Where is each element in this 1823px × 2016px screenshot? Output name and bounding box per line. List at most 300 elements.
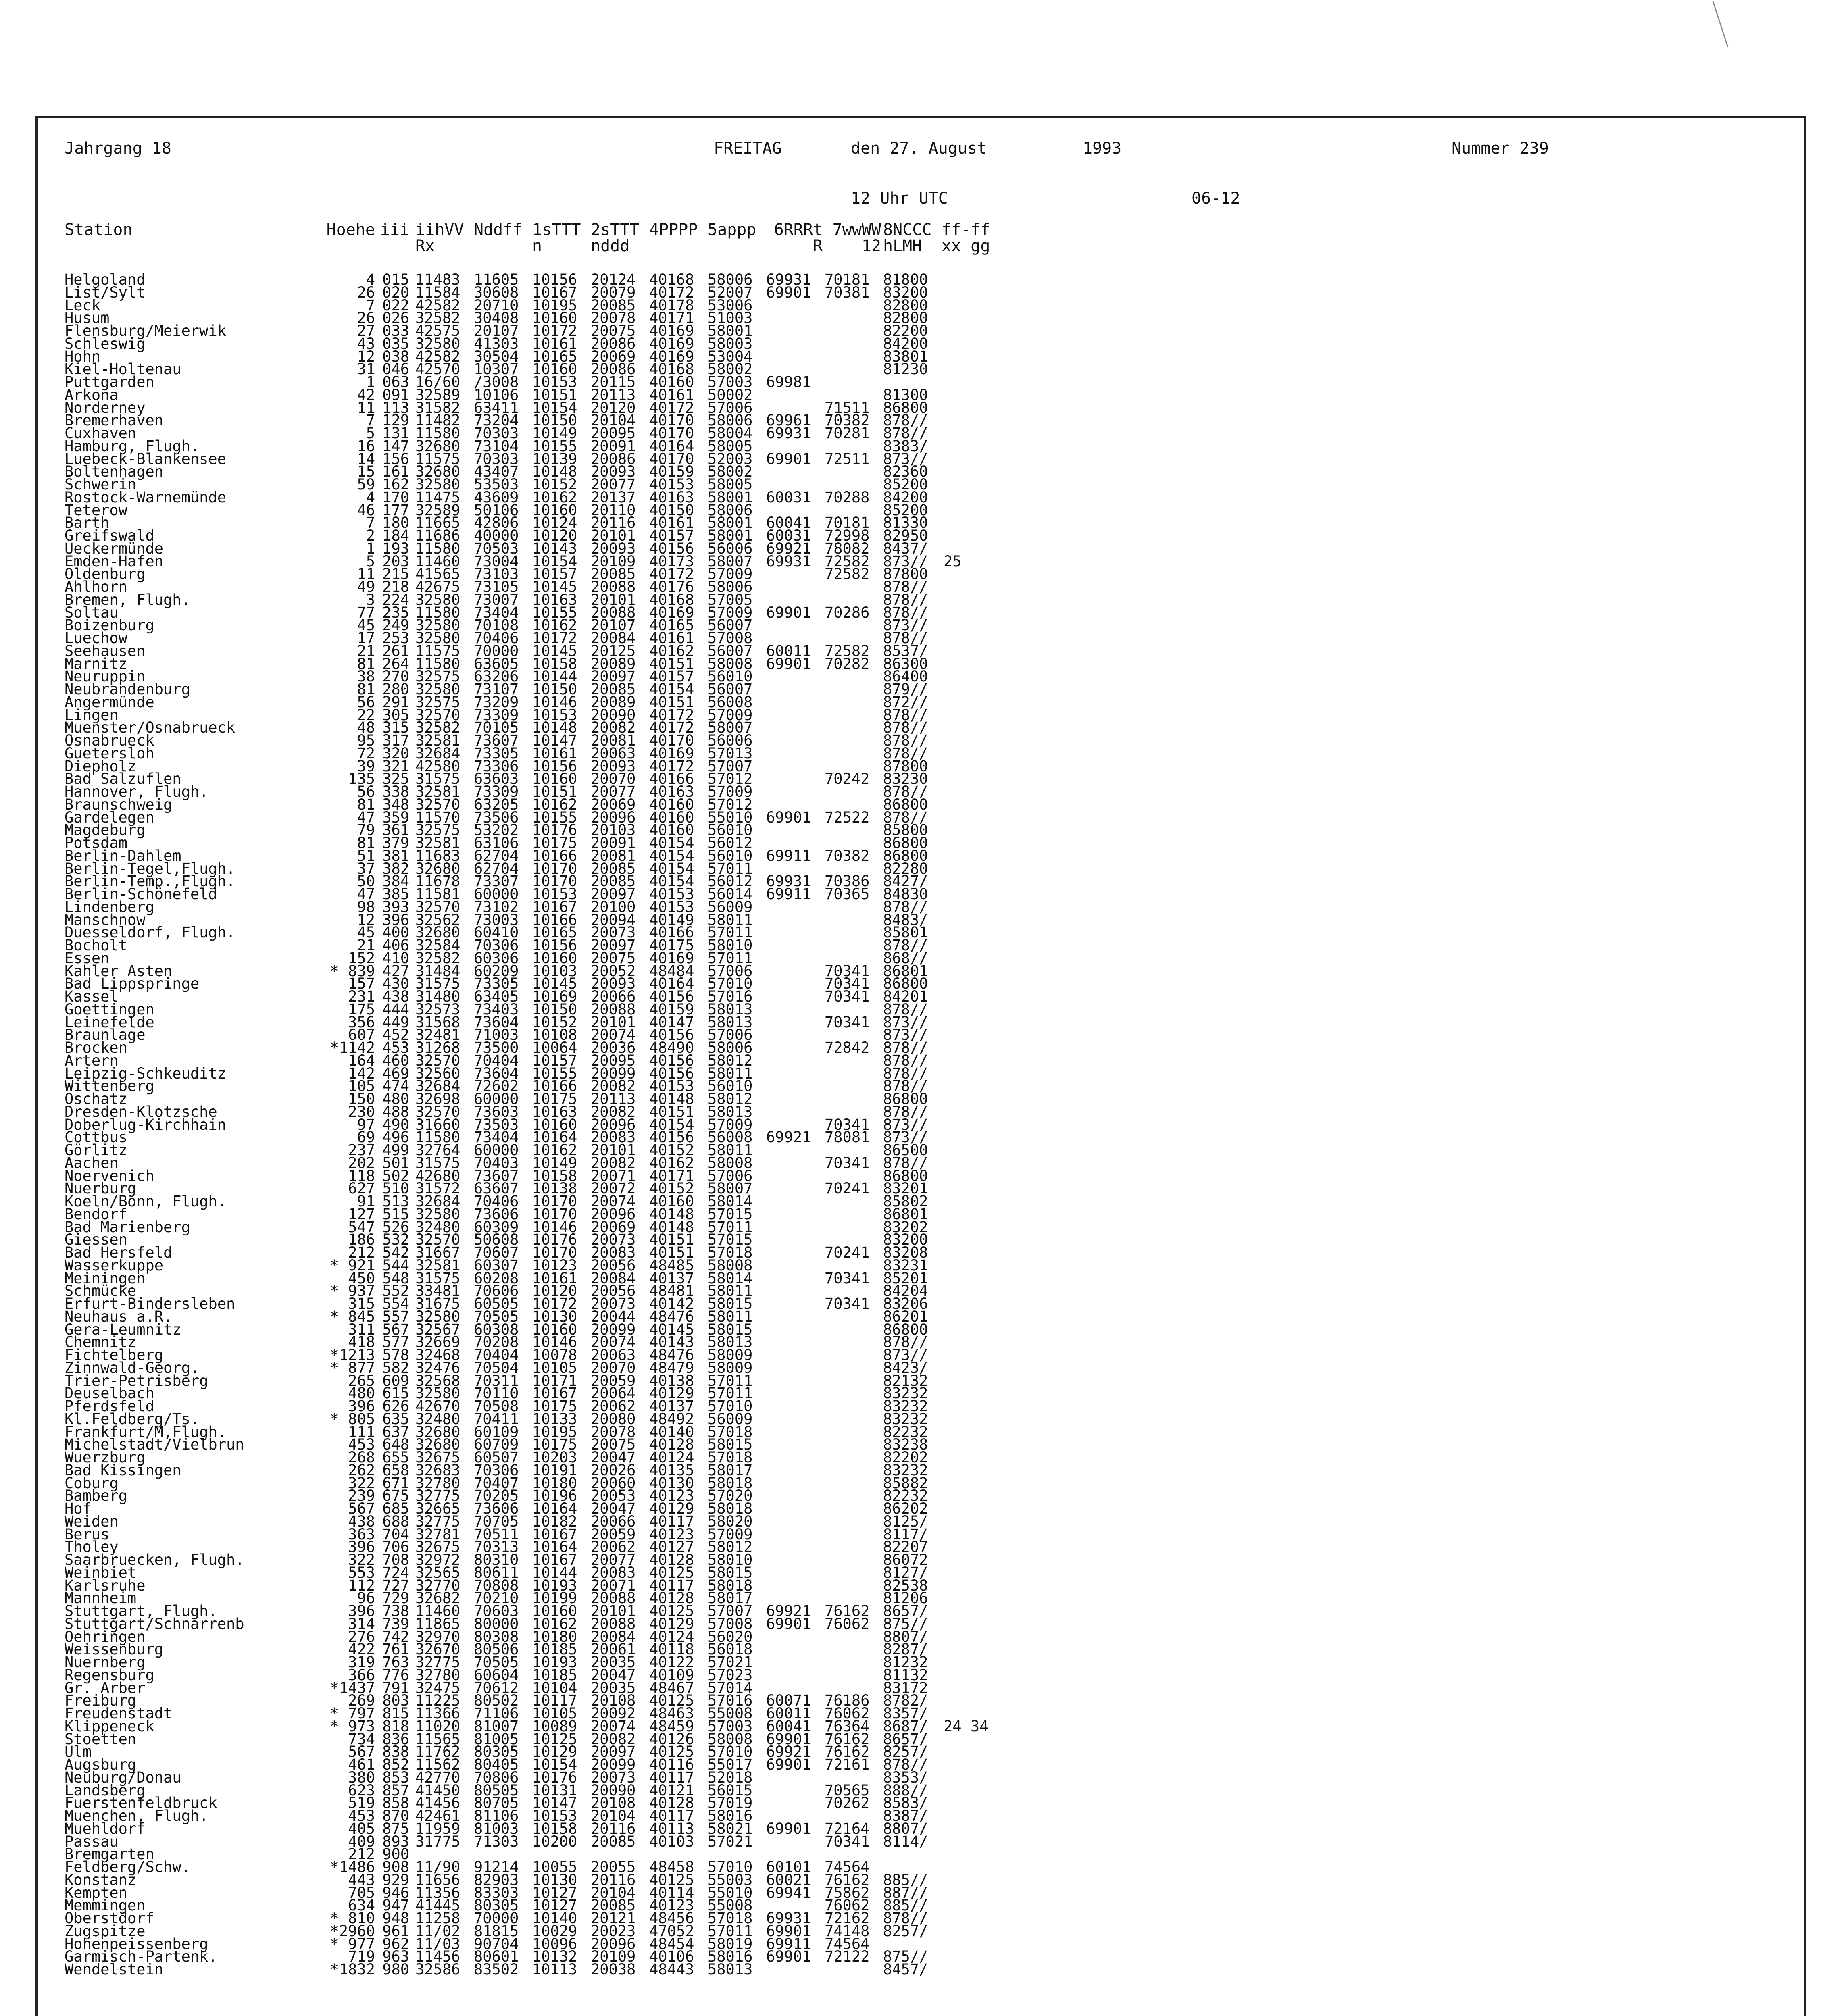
2sttt-value: 20101 [591, 1602, 636, 1620]
nddff-value: 80000 [474, 1615, 519, 1633]
station-name: Norderney [65, 399, 146, 417]
1sttt-value: 10129 [532, 1743, 577, 1761]
hoehe-value: 810 [348, 1910, 375, 1927]
1sttt-value: 10144 [532, 1564, 577, 1581]
7wwww-value: 70288 [825, 488, 870, 506]
nddff-value: 73404 [474, 1129, 519, 1146]
4pppp-value: 40171 [649, 1167, 694, 1185]
iihvv-value: 42570 [415, 360, 460, 378]
5appp-value: 57003 [708, 1717, 753, 1735]
col-2sttt: 2sTTT nddd [591, 221, 640, 255]
station-name: Meiningen [65, 1269, 146, 1287]
1sttt-value: 10164 [532, 1538, 577, 1556]
8nccc-value: 84830 [883, 885, 928, 903]
1sttt-value: 10162 [532, 1615, 577, 1633]
1sttt-value: 10167 [532, 1385, 577, 1402]
station-name: Boizenburg [65, 616, 154, 634]
iii-value: 235 [382, 604, 409, 621]
iihvv-value: 11225 [415, 1692, 460, 1710]
iii-value: 131 [382, 425, 409, 442]
4pppp-value: 40164 [649, 975, 694, 993]
2sttt-value: 20074 [591, 1193, 636, 1210]
iii-value: 499 [382, 1141, 409, 1159]
1sttt-value: 10155 [532, 437, 577, 455]
5appp-value: 56008 [708, 1129, 753, 1146]
hoehe-value: 45 [357, 924, 375, 941]
iii-value: 946 [382, 1884, 409, 1901]
iihvv-value: 32670 [415, 1641, 460, 1658]
iii-value: 218 [382, 578, 409, 596]
station-name: Muenster/Osnabrueck [65, 719, 235, 737]
8nccc-value: 878// [883, 744, 928, 762]
iii-value: 385 [382, 885, 409, 903]
5appp-value: 57007 [708, 757, 753, 775]
2sttt-value: 20070 [591, 770, 636, 788]
5appp-value: 57010 [708, 1858, 753, 1876]
iihvv-value: 32580 [415, 616, 460, 634]
iii-value: 857 [382, 1781, 409, 1799]
nddff-value: 90704 [474, 1935, 519, 1953]
5appp-value: 57020 [708, 1487, 753, 1505]
1sttt-value: 10166 [532, 911, 577, 929]
1sttt-value: 10078 [532, 1346, 577, 1364]
7wwww-value: 72122 [825, 1948, 870, 1966]
iihvv-value: 11460 [415, 552, 460, 570]
1sttt-value: 10140 [532, 1910, 577, 1927]
5appp-value: 55008 [708, 1897, 753, 1914]
iihvv-value: 31675 [415, 1295, 460, 1312]
4pppp-value: 40116 [649, 1756, 694, 1773]
2sttt-value: 20036 [591, 1039, 636, 1056]
4pppp-value: 40151 [649, 1244, 694, 1261]
5appp-value: 57006 [708, 1026, 753, 1044]
hoehe-value: 805 [348, 1410, 375, 1428]
5appp-value: 57011 [708, 860, 753, 877]
6rrrt-value: 69901 [766, 1820, 811, 1837]
station-name: Ueckermünde [65, 539, 164, 557]
8nccc-value: 878// [883, 1052, 928, 1069]
nddff-value: 63603 [474, 770, 519, 788]
station-name: Freiburg [65, 1692, 137, 1710]
station-name: Garmisch-Partenk. [65, 1948, 217, 1966]
nddff-value: 70208 [474, 1333, 519, 1351]
hoehe-value: 230 [348, 1103, 375, 1120]
iihvv-value: 11762 [415, 1743, 460, 1761]
5appp-value: 57018 [708, 1910, 753, 1927]
nddff-value: 60306 [474, 949, 519, 967]
iihvv-value: 11475 [415, 488, 460, 506]
station-name: Seehausen [65, 642, 146, 660]
8nccc-value: 878// [883, 1000, 928, 1018]
iihvv-value: 11575 [415, 450, 460, 468]
7wwww-value: 72582 [825, 642, 870, 660]
8nccc-value: 82360 [883, 463, 928, 481]
hoehe-value: 77 [357, 604, 375, 621]
8nccc-value: 83172 [883, 1679, 928, 1697]
station-name: Bad Kissingen [65, 1461, 181, 1479]
2sttt-value: 20104 [591, 1807, 636, 1824]
4pppp-value: 40156 [649, 1026, 694, 1044]
1sttt-value: 10064 [532, 1039, 577, 1056]
4pppp-value: 40171 [649, 309, 694, 327]
iii-value: 438 [382, 988, 409, 1005]
1sttt-value: 10154 [532, 552, 577, 570]
nddff-value: 43407 [474, 463, 519, 481]
2sttt-value: 20090 [591, 706, 636, 724]
hoehe-value: 47 [357, 808, 375, 826]
iii-value: 460 [382, 1052, 409, 1069]
4pppp-value: 48476 [649, 1308, 694, 1325]
mountain-marker: * [329, 962, 339, 980]
iihvv-value: 32586 [415, 1961, 460, 1978]
5appp-value: 50002 [708, 386, 753, 404]
iii-value: 567 [382, 1320, 409, 1338]
5appp-value: 58006 [708, 271, 753, 288]
iihvv-value: 11483 [415, 271, 460, 288]
hoehe-value: 627 [348, 1180, 375, 1198]
2sttt-value: 20056 [591, 1282, 636, 1300]
nddff-value: 80505 [474, 1781, 519, 1799]
mountain-marker: * [329, 1717, 339, 1735]
hoehe-value: 322 [348, 1474, 375, 1492]
8nccc-value: 879// [883, 681, 928, 698]
iihvv-value: 11959 [415, 1820, 460, 1837]
4pppp-value: 40153 [649, 898, 694, 916]
8nccc-value: 86800 [883, 847, 928, 864]
5appp-value: 57018 [708, 1449, 753, 1466]
2sttt-value: 20088 [591, 1615, 636, 1633]
hoehe-value: 152 [348, 949, 375, 967]
iihvv-value: 33481 [415, 1282, 460, 1300]
4pppp-value: 40163 [649, 783, 694, 800]
station-name: Mannheim [65, 1589, 137, 1607]
8nccc-value: 8657/ [883, 1730, 928, 1748]
7wwww-value: 72164 [825, 1820, 870, 1837]
8nccc-value: 84200 [883, 335, 928, 352]
nddff-value: 70505 [474, 1654, 519, 1671]
nddff-value: 91214 [474, 1858, 519, 1876]
iihvv-value: 31660 [415, 1116, 460, 1133]
station-name: Ahlhorn [65, 578, 127, 596]
nddff-value: 63405 [474, 988, 519, 1005]
6rrrt-value: 60041 [766, 1717, 811, 1735]
station-name: Nuernberg [65, 1654, 146, 1671]
iii-value: 453 [382, 1039, 409, 1056]
iihvv-value: 16/60 [415, 373, 460, 391]
nddff-value: 80611 [474, 1564, 519, 1581]
hoehe-value: 2960 [339, 1922, 375, 1940]
2sttt-value: 20061 [591, 1641, 636, 1658]
2sttt-value: 20084 [591, 629, 636, 647]
5appp-value: 57014 [708, 1679, 753, 1697]
nddff-value: 53202 [474, 821, 519, 839]
hoehe-value: 1486 [339, 1858, 375, 1876]
4pppp-value: 40172 [649, 283, 694, 301]
5appp-value: 58020 [708, 1512, 753, 1530]
iii-value: 502 [382, 1167, 409, 1185]
iii-value: 548 [382, 1269, 409, 1287]
4pppp-value: 40124 [649, 1628, 694, 1645]
4pppp-value: 40160 [649, 808, 694, 826]
5appp-value: 57006 [708, 962, 753, 980]
4pppp-value: 40165 [649, 616, 694, 634]
nddff-value: 80305 [474, 1897, 519, 1914]
station-name: Kiel-Holtenau [65, 360, 181, 378]
4pppp-value: 40128 [649, 1794, 694, 1812]
nddff-value: 73606 [474, 1500, 519, 1517]
7wwww-value: 70341 [825, 1013, 870, 1031]
hoehe-value: 380 [348, 1768, 375, 1786]
2sttt-value: 20097 [591, 1743, 636, 1761]
8nccc-value: 873// [883, 616, 928, 634]
1sttt-value: 10180 [532, 1628, 577, 1645]
4pppp-value: 40117 [649, 1807, 694, 1824]
7wwww-value: 76162 [825, 1730, 870, 1748]
7wwww-value: 76062 [825, 1897, 870, 1914]
hoehe-value: 47 [357, 885, 375, 903]
6rrrt-value: 60031 [766, 527, 811, 544]
hoehe-value: 50 [357, 873, 375, 890]
5appp-value: 53006 [708, 296, 753, 314]
2sttt-value: 20073 [591, 924, 636, 941]
1sttt-value: 10170 [532, 1244, 577, 1261]
nddff-value: 63206 [474, 668, 519, 685]
5appp-value: 58015 [708, 1295, 753, 1312]
iii-value: 870 [382, 1807, 409, 1824]
5appp-value: 58015 [708, 1436, 753, 1454]
nddff-value: 71106 [474, 1705, 519, 1722]
hoehe-value: 276 [348, 1628, 375, 1645]
nddff-value: 63106 [474, 834, 519, 852]
4pppp-value: 40178 [649, 296, 694, 314]
7wwww-value: 72842 [825, 1039, 870, 1056]
1sttt-value: 10150 [532, 681, 577, 698]
8nccc-value: 8807/ [883, 1628, 928, 1645]
5appp-value: 58016 [708, 1807, 753, 1824]
nddff-value: 73500 [474, 1039, 519, 1056]
6rrrt-value: 69931 [766, 873, 811, 890]
6rrrt-value: 69961 [766, 412, 811, 429]
8nccc-value: 8114/ [883, 1833, 928, 1850]
5appp-value: 58017 [708, 1461, 753, 1479]
1sttt-value: 10131 [532, 1781, 577, 1799]
nddff-value: 83502 [474, 1961, 519, 1978]
4pppp-value: 40125 [649, 1743, 694, 1761]
hoehe-value: 553 [348, 1564, 375, 1581]
2sttt-value: 20109 [591, 1948, 636, 1966]
hoehe-value: 17 [357, 629, 375, 647]
hoehe-value: 4 [366, 488, 375, 506]
2sttt-value: 20083 [591, 1129, 636, 1146]
4pppp-value: 40149 [649, 911, 694, 929]
iihvv-value: 32775 [415, 1654, 460, 1671]
hoehe-value: 79 [357, 821, 375, 839]
hoehe-value: 37 [357, 860, 375, 877]
iihvv-value: 32665 [415, 1500, 460, 1517]
5appp-value: 56020 [708, 1628, 753, 1645]
8nccc-value: 86800 [883, 796, 928, 813]
hoehe-value: 31 [357, 360, 375, 378]
4pppp-value: 40156 [649, 988, 694, 1005]
8nccc-value: 82132 [883, 1372, 928, 1389]
iii-value: 577 [382, 1333, 409, 1351]
station-name: Helgoland [65, 271, 146, 288]
1sttt-value: 10146 [532, 1218, 577, 1236]
iihvv-value: 32575 [415, 693, 460, 711]
nddff-value: 70110 [474, 1385, 519, 1402]
4pppp-value: 40130 [649, 1474, 694, 1492]
1sttt-value: 10105 [532, 1705, 577, 1722]
station-name: Feldberg/Schw. [65, 1858, 190, 1876]
4pppp-value: 40172 [649, 757, 694, 775]
8nccc-value: 885// [883, 1897, 928, 1914]
2sttt-value: 20088 [591, 578, 636, 596]
2sttt-value: 20103 [591, 821, 636, 839]
station-name: Bremgarten [65, 1845, 154, 1863]
iii-value: 015 [382, 271, 409, 288]
5appp-value: 57010 [708, 1397, 753, 1415]
hoehe-value: 311 [348, 1320, 375, 1338]
4pppp-value: 40169 [649, 949, 694, 967]
iihvv-value: 32770 [415, 1577, 460, 1594]
station-name: Klippeneck [65, 1717, 154, 1735]
2sttt-value: 20091 [591, 437, 636, 455]
4pppp-value: 40140 [649, 1423, 694, 1441]
1sttt-value: 10127 [532, 1897, 577, 1914]
hoehe-value: 634 [348, 1897, 375, 1914]
5appp-value: 58008 [708, 1154, 753, 1172]
hoehe-value: 268 [348, 1449, 375, 1466]
8nccc-value: 87800 [883, 565, 928, 583]
7wwww-value: 74564 [825, 1935, 870, 1953]
7wwww-value: 70381 [825, 283, 870, 301]
hoehe-value: 366 [348, 1666, 375, 1684]
5appp-value: 58011 [708, 1282, 753, 1300]
time-label: 12 Uhr UTC [851, 189, 948, 208]
4pppp-value: 40129 [649, 1615, 694, 1633]
1sttt-value: 10146 [532, 1333, 577, 1351]
7wwww-value: 72998 [825, 527, 870, 544]
8nccc-value: 878// [883, 1154, 928, 1172]
iihvv-value: 31582 [415, 399, 460, 417]
hoehe-value: 396 [348, 1397, 375, 1415]
iii-value: 203 [382, 552, 409, 570]
iihvv-value: 31575 [415, 975, 460, 993]
station-name: Neuruppin [65, 668, 146, 685]
1sttt-value: 10146 [532, 693, 577, 711]
table-row [65, 1835, 1234, 1848]
nddff-value: 30408 [474, 309, 519, 327]
6rrrt-value: 60101 [766, 1858, 811, 1876]
1sttt-value: 10193 [532, 1577, 577, 1594]
2sttt-value: 20085 [591, 860, 636, 877]
1sttt-value: 10132 [532, 1948, 577, 1966]
1sttt-value: 10167 [532, 1525, 577, 1543]
5appp-value: 56010 [708, 1077, 753, 1095]
iihvv-value: 11565 [415, 1730, 460, 1748]
col-hoehe: Hoehe [326, 221, 375, 239]
station-name: Bremen, Flugh. [65, 591, 190, 608]
1sttt-value: 10180 [532, 1474, 577, 1492]
iihvv-value: 32582 [415, 949, 460, 967]
4pppp-value: 40125 [649, 1871, 694, 1889]
station-name: Nuerburg [65, 1180, 137, 1198]
1sttt-value: 10158 [532, 655, 577, 673]
8nccc-value: 83202 [883, 1218, 928, 1236]
nddff-value: 80310 [474, 1551, 519, 1568]
iihvv-value: 32580 [415, 1205, 460, 1223]
2sttt-value: 20075 [591, 322, 636, 339]
4pppp-value: 40152 [649, 1180, 694, 1198]
iii-value: 469 [382, 1064, 409, 1082]
1sttt-value: 10191 [532, 1461, 577, 1479]
1sttt-value: 10113 [532, 1961, 577, 1978]
4pppp-value: 40172 [649, 719, 694, 737]
6rrrt-value: 69901 [766, 604, 811, 621]
iii-value: 853 [382, 1768, 409, 1786]
iii-value: 776 [382, 1666, 409, 1684]
mountain-marker: * [329, 1679, 339, 1697]
1sttt-value: 10170 [532, 1205, 577, 1223]
8nccc-value: 87800 [883, 757, 928, 775]
8nccc-value: 81206 [883, 1589, 928, 1607]
2sttt-value: 20035 [591, 1654, 636, 1671]
8nccc-value: 82950 [883, 527, 928, 544]
5appp-value: 58006 [708, 501, 753, 519]
iihvv-value: 11580 [415, 425, 460, 442]
2sttt-value: 20088 [591, 1589, 636, 1607]
8nccc-value: 83232 [883, 1461, 928, 1479]
2sttt-value: 20073 [591, 1295, 636, 1312]
8nccc-value: 885// [883, 1871, 928, 1889]
1sttt-value: 10089 [532, 1717, 577, 1735]
1sttt-value: 10165 [532, 348, 577, 365]
5appp-value: 57003 [708, 373, 753, 391]
4pppp-value: 40103 [649, 1833, 694, 1850]
8nccc-value: 878// [883, 732, 928, 749]
station-name: Zinnwald-Georg. [65, 1359, 200, 1377]
8nccc-value: 887// [883, 1884, 928, 1901]
station-name: Berus [65, 1525, 110, 1543]
iihvv-value: 42575 [415, 322, 460, 339]
4pppp-value: 40170 [649, 412, 694, 429]
iihvv-value: 32570 [415, 1052, 460, 1069]
col-nddff: Nddff [474, 221, 523, 239]
8nccc-value: 8483/ [883, 911, 928, 929]
1sttt-value: 10125 [532, 1730, 577, 1748]
iii-value: 315 [382, 719, 409, 737]
nddff-value: 73607 [474, 1167, 519, 1185]
7wwww-value: 72582 [825, 565, 870, 583]
station-name: Barth [65, 514, 110, 532]
5appp-value: 58012 [708, 1090, 753, 1108]
col-1sttt: 1sTTT n [532, 221, 581, 255]
station-name: Kl.Feldberg/Ts. [65, 1410, 200, 1428]
hoehe-value: 111 [348, 1423, 375, 1441]
5appp-value: 57016 [708, 988, 753, 1005]
nddff-value: 70806 [474, 1768, 519, 1786]
station-name: Dresden-Klotzsche [65, 1103, 217, 1120]
mountain-marker: * [329, 1039, 339, 1056]
nddff-value: 70612 [474, 1679, 519, 1697]
5appp-value: 52003 [708, 450, 753, 468]
4pppp-value: 48484 [649, 962, 694, 980]
1sttt-value: 10185 [532, 1666, 577, 1684]
hoehe-value: 48 [357, 719, 375, 737]
8nccc-value: 83232 [883, 1410, 928, 1428]
station-name: Potsdam [65, 834, 127, 852]
2sttt-value: 20097 [591, 885, 636, 903]
